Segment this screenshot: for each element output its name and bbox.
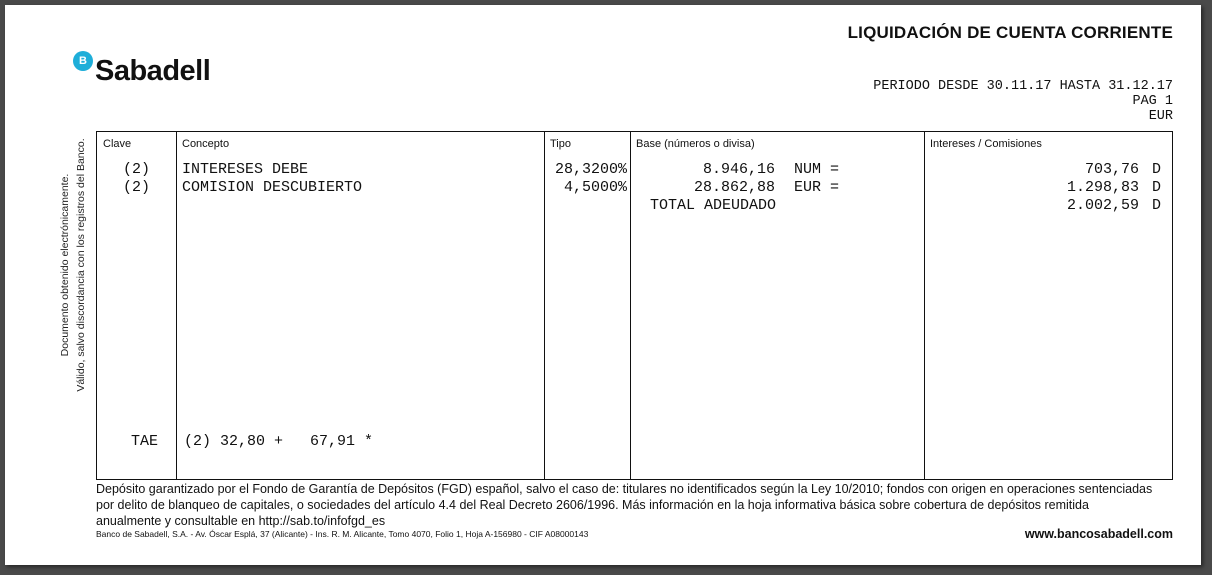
row2-signo: D [1152, 179, 1162, 196]
row1-importe: 703,76 [1084, 161, 1139, 178]
tae-label: TAE [131, 433, 159, 450]
row2-tipo: 4,5000% [563, 179, 627, 196]
settlement-table [96, 131, 1173, 480]
column-divider [924, 132, 925, 479]
document-title: LIQUIDACIÓN DE CUENTA CORRIENTE [847, 23, 1173, 42]
total-label: TOTAL ADEUDADO [650, 197, 777, 214]
row1-clave: (2) [123, 161, 151, 178]
header-clave: Clave [103, 138, 132, 150]
row2-base-valor: 28.862,88 [693, 179, 775, 196]
row1-tipo: 28,3200% [554, 161, 627, 178]
row1-base-valor: 8.946,16 [702, 161, 775, 178]
fgd-disclaimer: Depósito garantizado por el Fondo de Garantía de Depósitos (FGD) español, salvo el caso de: titulares no identificados según la Ley 10/2010; fondos con origen en operaciones sentenciadas por delito de blanqueo de capitales, o sociedades del artículo 4.4 del Real Decreto 2606/1996. Más información en la hoja informativa básica sobre cobertura de depósitos remitida anualmente y consultable en http://sab.to/infofgd_es [96, 482, 1153, 528]
total-signo: D [1152, 197, 1162, 214]
currency: EUR [1148, 109, 1173, 124]
side-note-line-1: Documento obtenido electrónicamente. [59, 173, 71, 357]
side-note-line-2: Válido, salvo discordancia con los registros del Banco. [75, 138, 87, 392]
website-link[interactable]: www.bancosabadell.com [1024, 527, 1173, 541]
legal-info: Banco de Sabadell, S.A. - Av. Óscar Esplá, 37 (Alicante) - Ins. R. M. Alicante, Tomo 4070, Folio 1, Hoja A-156980 - CIF A08000143 [96, 529, 589, 539]
header-concepto: Concepto [182, 138, 230, 150]
logo-mark-icon: B [73, 51, 93, 71]
row2-concepto: COMISION DESCUBIERTO [182, 179, 363, 196]
period-range: PERIODO DESDE 30.11.17 HASTA 31.12.17 [873, 79, 1173, 94]
period-block [873, 79, 1173, 124]
header-base: Base (números o divisa) [636, 138, 755, 150]
row1-concepto: INTERESES DEBE [182, 161, 309, 178]
document-page [5, 5, 1201, 565]
row1-signo: D [1152, 161, 1162, 178]
column-divider [544, 132, 545, 479]
logo-text: Sabadell [95, 55, 211, 87]
row2-base-unidad: EUR = [794, 179, 840, 196]
row2-importe: 1.298,83 [1066, 179, 1139, 196]
tae-value: (2) 32,80 + 67,91 * [184, 433, 374, 450]
total-importe: 2.002,59 [1066, 197, 1139, 214]
row2-clave: (2) [123, 179, 151, 196]
page-number: PAG 1 [1132, 94, 1173, 109]
header-tipo: Tipo [550, 138, 571, 150]
header-intereses: Intereses / Comisiones [930, 138, 1042, 150]
column-divider [176, 132, 177, 479]
row1-base-unidad: NUM = [794, 161, 840, 178]
column-divider [630, 132, 631, 479]
